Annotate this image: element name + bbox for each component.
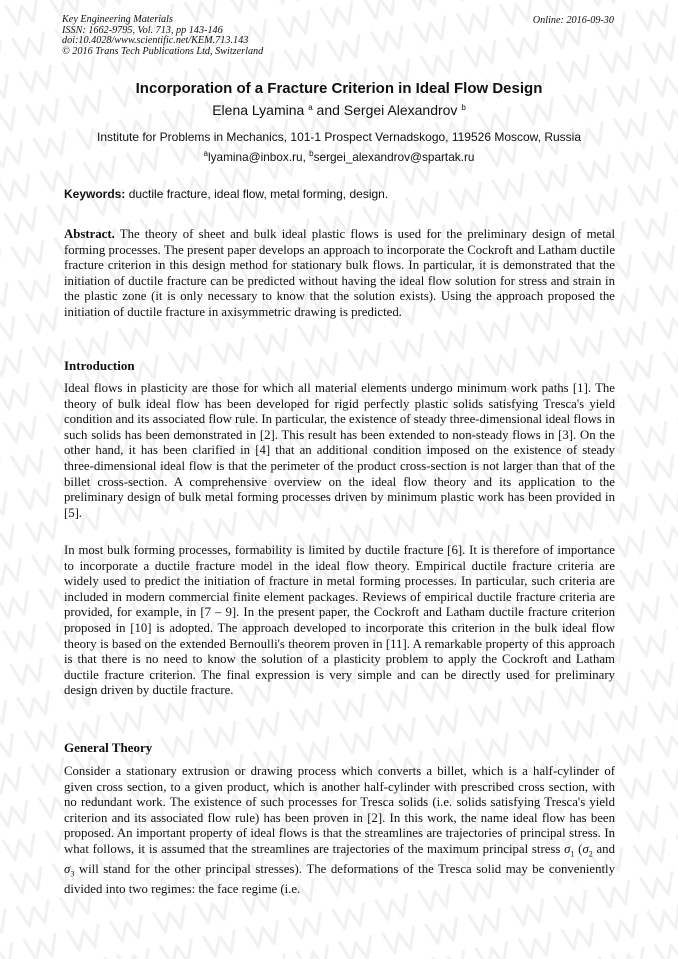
abstract-label: Abstract.	[64, 227, 115, 241]
journal-header	[62, 15, 263, 57]
and-word: and	[596, 841, 615, 856]
paper-title: Incorporation of a Fracture Criterion in Ideal Flow Design	[135, 80, 543, 97]
introduction-paragraph-2: In most bulk forming processes, formability is limited by ductile fracture [6]. It is therefore of importance to incorporate a ductile fracture model in the ideal flow theory. Empirical ductile fracture criteria are widely used to predict the initiation of fracture in metal forming processes. In particular, such criteria are included in modern commercial finite element packages. Reviews of empirical ductile fracture criteria are provided, for example, in [7 – 9]. In the present paper, the Cockroft and Latham ductile fracture criterion proposed in [10] is adopted. The approach developed to incorporate this criterion in the bulk ideal flow theory is based on the extended Bernoulli's theorem proven in [11]. A remarkable property of this approach is that there is no need to know the solution of a plasticity problem to apply the Cockroft and Latham ductile fracture criterion. The final expression is very simple and can be directly used for preliminary design driven by ductile fracture.	[64, 543, 615, 698]
open-paren: (	[578, 841, 583, 856]
author-1: Elena Lyamina	[212, 102, 305, 118]
affiliation: Institute for Problems in Mechanics, 101-1 Prospect Vernadskogo, 119526 Moscow, Russia	[96, 130, 582, 144]
keywords-text: ductile fracture, ideal flow, metal forming, design.	[128, 187, 389, 201]
sigma-2-symbol: σ	[582, 841, 589, 856]
abstract-text: The theory of sheet and bulk ideal plastic flows is used for the preliminary design of metal forming processes. The present paper develops an approach to incorporate the Cockroft and Latham ductile fracture criterion in this design method for stationary bulk flows. In particular, it is demonstrated that the initiation of ductile fracture can be predicted without having the ideal flow solution for stress and strain in the plastic zone (it is only necessary to know that the solution exists). Using the approach proposed the initiation of ductile fracture in axisymmetric drawing is predicted.	[64, 227, 616, 319]
author-2: Sergei Alexandrov	[343, 102, 458, 118]
sigma-1-subscript: 1	[570, 849, 575, 859]
general-theory-text-b: will stand for the other principal stresses). The deformations of the Tresca solid may be conveniently divided into two regimes: the face regime (i.e.	[64, 862, 615, 897]
author-2-mark: b	[461, 103, 466, 112]
general-theory-heading: General Theory	[64, 740, 153, 755]
author-1-mark: a	[308, 103, 313, 112]
email-2: sergei_alexandrov@spartak.ru	[313, 150, 475, 164]
introduction-paragraph-1: Ideal flows in plasticity are those for which all material elements undergo minimum work paths [1]. The theory of bulk ideal flow has been developed for rigid perfectly plastic solids satisfying Tresca's yield condition and its associated flow rule. In particular, the existence of steady three-dimensional ideal flows in such solids has been demonstrated in [2]. This result has been extended to non-steady flows in [3]. On the other hand, it has been clarified in [4] that an additional condition imposed on the existence of steady three-dimensional ideal flow is that the perimeter of the product cross-section is not larger than that of the billet cross-section. A comprehensive overview on the ideal flow theory and its application to the preliminary design of bulk metal forming processes driven by minimum plastic work has been provided in [5].	[64, 381, 615, 520]
keywords	[64, 187, 615, 201]
journal-name: Key Engineering Materials	[62, 14, 173, 25]
sigma-3-symbol: σ	[64, 862, 71, 877]
sigma-3-subscript: 3	[70, 869, 75, 879]
sigma-2-subscript: 2	[588, 849, 593, 859]
email-1: lyamina@inbox.ru,	[208, 150, 306, 164]
abstract	[64, 227, 615, 321]
general-theory-paragraph	[64, 764, 615, 898]
doi-line: doi:10.4028/www.scientific.net/KEM.713.143	[62, 35, 249, 47]
email-1-mark: a	[203, 149, 208, 158]
issn-line: ISSN: 1662-9795, Vol. 713, pp 143-146	[62, 24, 223, 36]
author-line	[0, 102, 678, 118]
keywords-label: Keywords:	[64, 187, 126, 201]
copyright-line: © 2016 Trans Tech Publications Ltd, Switzerland	[62, 45, 264, 57]
email-2-mark: b	[309, 149, 314, 158]
general-theory-text-a: Consider a stationary extrusion or drawing process which converts a billet, which is a half-cylinder of given cross section, to a given product, which is another half-cylinder with prescribed cross section, with no redundant work. The existence of such processes for Tresca solids (i.e. solids satisfying Tresca's yield criterion and its associated flow rule) has been proven in [2]. In this work, the name ideal flow has been proposed. An important property of ideal flows is that the streamlines are trajectories of principal stress. In what follows, it is assumed that the streamlines are trajectories of the maximum principal stress	[64, 764, 615, 856]
introduction-heading: Introduction	[64, 358, 135, 373]
email-line	[0, 150, 678, 164]
author-connector: and	[316, 102, 340, 118]
online-date: Online: 2016-09-30	[532, 15, 614, 26]
sigma-1-symbol: σ	[564, 841, 571, 856]
